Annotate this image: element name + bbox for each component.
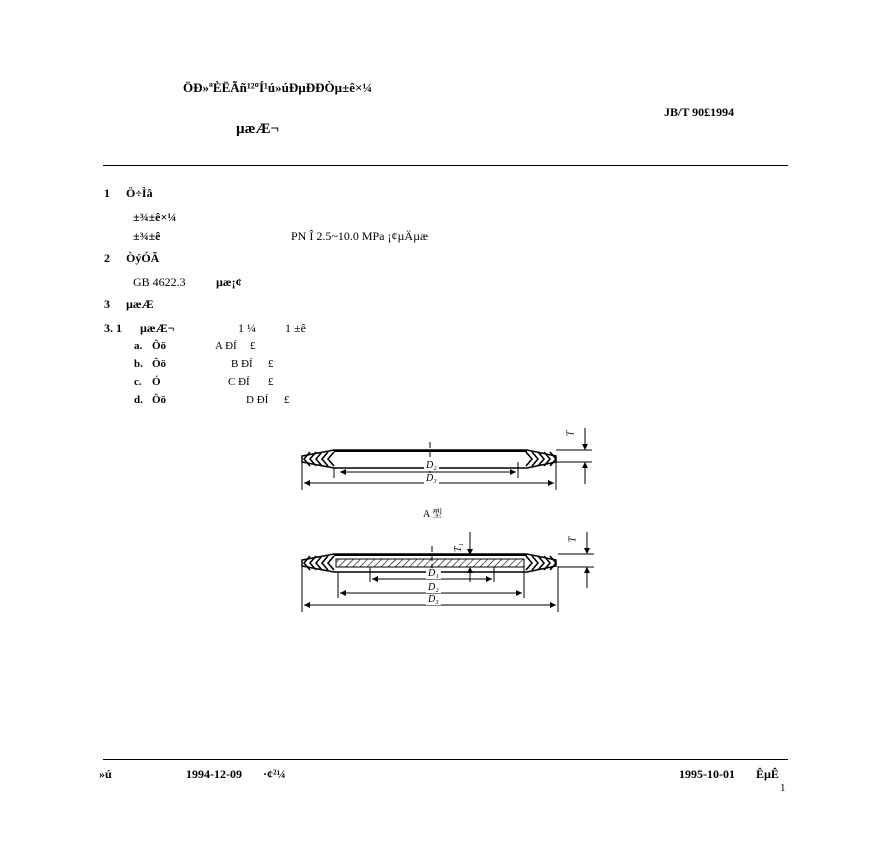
type-b-section bbox=[302, 532, 594, 612]
list-item-type: D ÐÍ bbox=[246, 394, 269, 406]
type-a-section bbox=[302, 428, 592, 490]
section-1-line-2a: ±¾±ê bbox=[133, 229, 161, 243]
list-item-text: Ó bbox=[152, 376, 161, 388]
dim-label-d2-a: D₂ bbox=[426, 460, 437, 471]
document-subtitle: µæÆ¬ bbox=[236, 121, 280, 137]
list-item-tail: £ bbox=[284, 394, 290, 406]
list-item-label: d. bbox=[134, 394, 143, 406]
list-item-type: A ÐÍ bbox=[215, 340, 237, 352]
list-item-label: b. bbox=[134, 358, 143, 370]
figure-caption-a: A 型 bbox=[423, 509, 443, 520]
list-item-text: Ôö bbox=[152, 358, 167, 370]
list-item-type: B ÐÍ bbox=[231, 358, 253, 370]
list-item-tail: £ bbox=[268, 358, 274, 370]
list-item-text: Ôö bbox=[152, 394, 167, 406]
section-3-title: µæÆ bbox=[126, 297, 154, 311]
section-2-ref-text: µæ¡¢ bbox=[216, 275, 242, 289]
dim-label-d3-a: D₃ bbox=[426, 473, 437, 484]
section-2-ref-code: GB 4622.3 bbox=[133, 275, 186, 289]
footer-divider bbox=[103, 759, 788, 760]
section-3-1-text-b: 1 ¼ bbox=[238, 321, 256, 335]
footer-issuer: »ú bbox=[99, 767, 112, 781]
standard-number: JB/T 90£1994 bbox=[664, 105, 735, 119]
footer-implement-label: ÊµÊ bbox=[756, 767, 779, 781]
list-item-type: C ÐÍ bbox=[228, 376, 250, 388]
section-3-number: 3 bbox=[104, 297, 110, 311]
section-1-title: Ö÷Ìâ bbox=[126, 186, 153, 200]
section-3-1-number: 3. 1 bbox=[104, 321, 122, 335]
section-1-number: 1 bbox=[104, 186, 110, 200]
list-item-tail: £ bbox=[268, 376, 274, 388]
section-1-line-2b: PN Î 2.5~10.0 MPa ¡¢µÄµæ bbox=[291, 229, 428, 243]
dim-label-t-b: T bbox=[567, 536, 579, 543]
footer-issue-date: 1994-12-09 bbox=[186, 767, 242, 781]
page-number: 1 bbox=[780, 782, 786, 794]
dim-label-d1-b: D₁ bbox=[428, 568, 439, 579]
section-3-1-text-a: µæÆ¬ bbox=[140, 321, 175, 335]
dim-label-t1-b: T₁ bbox=[453, 542, 465, 553]
dim-label-t-a: T bbox=[565, 430, 577, 437]
dim-label-d2-b: D₂ bbox=[428, 582, 439, 593]
section-2-number: 2 bbox=[104, 251, 110, 265]
list-item-text: Ôö bbox=[152, 340, 167, 352]
section-2-title: ÒýÓÃ bbox=[126, 251, 160, 265]
list-item-tail: £ bbox=[250, 340, 256, 352]
footer-issue-label: ·¢²¼ bbox=[263, 767, 286, 781]
footer-implement-date: 1995-10-01 bbox=[679, 767, 735, 781]
section-3-1-text-c: 1 ±ê bbox=[285, 321, 306, 335]
document-header-title: ÖÐ»ªÈËÃñ¹²ºÍ¹ú»úÐµÐÐÒµ±ê×¼ bbox=[183, 80, 373, 95]
list-item-label: a. bbox=[134, 340, 143, 352]
section-1-line-1: ±¾±ê×¼ bbox=[133, 210, 177, 224]
dim-label-d3-b: D₃ bbox=[428, 594, 439, 605]
list-item-label: c. bbox=[134, 376, 142, 388]
